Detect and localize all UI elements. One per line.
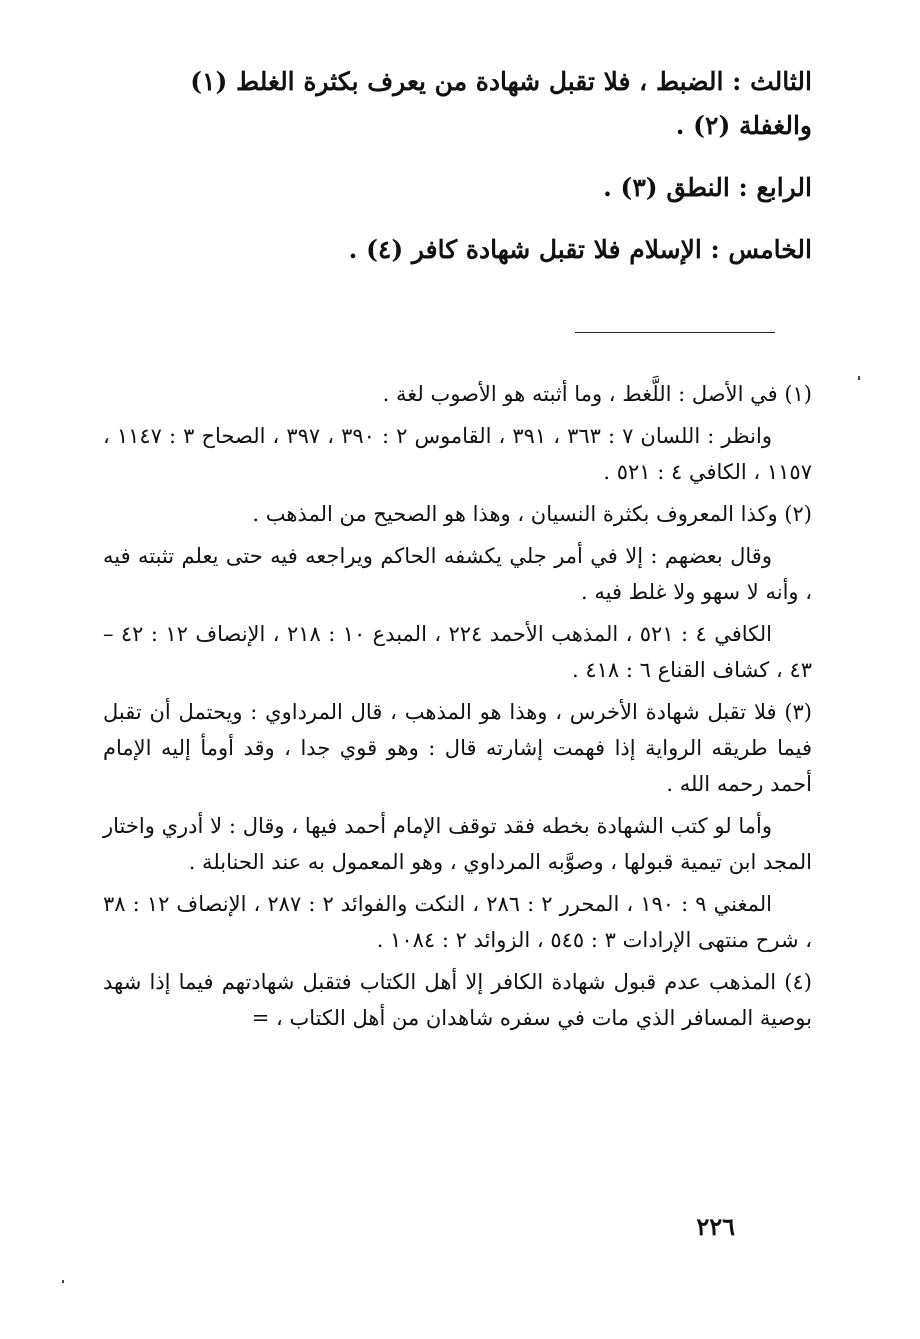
footnotes xyxy=(103,376,812,1036)
main-line-2: والغفلة (٢) . xyxy=(675,111,812,140)
footnote-4: (٤) المذهب عدم قبول شهادة الكافر إلا أهل الكتاب فتقبل شهادتهم فيما إذا شهد بوصية المسافر الذي مات في سفره شاهدان من أهل الكتاب ، = xyxy=(103,970,812,1030)
main-text xyxy=(105,60,812,272)
footnote-1-references: وانظر : اللسان ٧ : ٣٦٣ ، ٣٩١ ، القاموس ٢ : ٣٩٠ ، ٣٩٧ ، الصحاح ٣ : ١١٤٧ ، ١١٥٧ ، الكافي ٤ : ٥٢١ . xyxy=(103,424,812,484)
scan-speck xyxy=(858,376,860,380)
footnote-separator xyxy=(575,332,775,333)
page-number: ٢٢٦ xyxy=(696,1212,735,1241)
footnote-3-references: المغني ٩ : ١٩٠ ، المحرر ٢ : ٢٨٦ ، النكت والفوائد ٢ : ٢٨٧ ، الإنصاف ١٢ : ٣٨ ، شرح منتهى الإرادات ٣ : ٥٤٥ ، الزوائد ٢ : ١٠٨٤ . xyxy=(103,892,812,952)
footnote-3: (٣) فلا تقبل شهادة الأخرس ، وهذا هو المذهب ، قال المرداوي : ويحتمل أن تقبل فيما طريقه الرواية إذا فهمت إشارته قال : وهو قوي جدا ، وقد أومأ إليه الإمام أحمد رحمه الله . xyxy=(103,700,812,796)
footnote-2-references: الكافي ٤ : ٥٢١ ، المذهب الأحمد ٢٢٤ ، المبدع ١٠ : ٢١٨ ، الإنصاف ١٢ : ٤٢ – ٤٣ ، كشاف القناع ٦ : ٤١٨ . xyxy=(103,622,812,682)
footnote-1: (١) في الأصل : اللَّغط ، وما أثبته هو الأصوب لغة . xyxy=(382,382,812,406)
main-line-1: الثالث : الضبط ، فلا تقبل شهادة من يعرف بكثرة الغلط (١) xyxy=(190,67,812,96)
main-line-3: الرابع : النطق (٣) . xyxy=(603,173,812,202)
scan-speck xyxy=(62,1280,64,1283)
footnote-3-continuation: وأما لو كتب الشهادة بخطه فقد توقف الإمام أحمد فيها ، وقال : لا أدري واختار المجد ابن تيمية قبولها ، وصوَّبه المرداوي ، وهو المعمول به عند الحنابلة . xyxy=(103,814,812,874)
main-line-4: الخامس : الإسلام فلا تقبل شهادة كافر (٤) . xyxy=(348,235,812,264)
footnote-2: (٢) وكذا المعروف بكثرة النسيان ، وهذا هو الصحيح من المذهب . xyxy=(252,502,812,526)
footnote-2-continuation: وقال بعضهم : إلا في أمر جلي يكشفه الحاكم ويراجعه فيه حتى يعلم تثبته فيه ، وأنه لا سهو ولا غلط فيه . xyxy=(103,544,812,604)
